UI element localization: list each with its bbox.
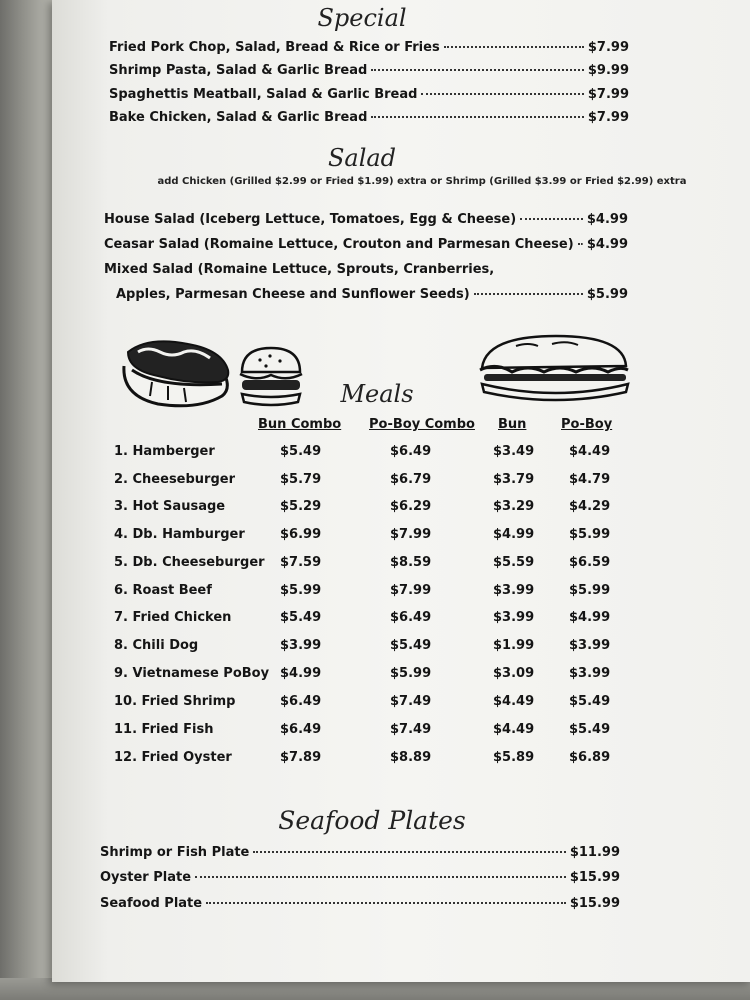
- dot-leader: [578, 243, 583, 245]
- meal-row: [52, 722, 750, 746]
- item-price: $7.99: [587, 40, 629, 55]
- dot-leader: [253, 851, 565, 853]
- meal-name: 10. Fried Shrimp: [114, 694, 236, 709]
- meal-row: [52, 499, 750, 523]
- hamburger-icon: [236, 342, 306, 408]
- special-item: [109, 110, 629, 125]
- price-poboy-combo: $6.29: [390, 499, 432, 514]
- item-price: $15.99: [569, 870, 620, 885]
- price-poboy: $5.99: [569, 583, 611, 598]
- item-name: Mixed Salad (Romaine Lettuce, Sprouts, Cranberries,: [104, 262, 495, 277]
- item-name: Shrimp Pasta, Salad & Garlic Bread: [109, 63, 368, 78]
- price-poboy: $4.99: [569, 610, 611, 625]
- item-price: $11.99: [569, 845, 620, 860]
- seafood-item: [100, 870, 620, 885]
- price-bun-combo: $7.59: [280, 555, 322, 570]
- dot-leader: [371, 69, 584, 71]
- price-poboy: $3.99: [569, 666, 611, 681]
- price-bun-combo: $5.99: [280, 583, 322, 598]
- item-price: $7.99: [587, 87, 629, 102]
- meal-name: 2. Cheeseburger: [114, 472, 235, 487]
- price-bun-combo: $5.49: [280, 444, 322, 459]
- dot-leader: [474, 293, 583, 295]
- price-poboy-combo: $5.99: [390, 666, 432, 681]
- item-name: Spaghettis Meatball, Salad & Garlic Bread: [109, 87, 418, 102]
- menu-page: [52, 0, 750, 982]
- sub-sandwich-icon: [476, 330, 632, 404]
- meal-name: 6. Roast Beef: [114, 583, 212, 598]
- price-bun: $3.99: [493, 610, 535, 625]
- item-price: $15.99: [569, 896, 620, 911]
- price-poboy-combo: $6.79: [390, 472, 432, 487]
- price-poboy: $4.49: [569, 444, 611, 459]
- meal-name: 9. Vietnamese PoBoy: [114, 666, 270, 681]
- dot-leader: [520, 218, 583, 220]
- price-poboy: $6.89: [569, 750, 611, 765]
- price-bun: $4.99: [493, 527, 535, 542]
- special-item: [109, 87, 629, 102]
- salad-item: [104, 237, 628, 252]
- meal-row: [52, 472, 750, 496]
- header-poboy: Po-Boy: [561, 417, 613, 432]
- meal-name: 1. Hamberger: [114, 444, 215, 459]
- price-bun-combo: $6.99: [280, 527, 322, 542]
- item-price: $9.99: [587, 63, 629, 78]
- item-name: Oyster Plate: [100, 870, 192, 885]
- price-poboy-combo: $7.99: [390, 527, 432, 542]
- meal-name: 8. Chili Dog: [114, 638, 199, 653]
- price-bun: $3.79: [493, 472, 535, 487]
- seafood-item: [100, 896, 620, 911]
- item-name: House Salad (Iceberg Lettuce, Tomatoes, Egg & Cheese): [104, 212, 517, 227]
- price-poboy: $5.49: [569, 722, 611, 737]
- price-bun-combo: $5.49: [280, 610, 322, 625]
- dot-leader: [444, 46, 584, 48]
- price-bun-combo: $5.29: [280, 499, 322, 514]
- meal-row: [52, 610, 750, 634]
- special-title: Special: [317, 4, 407, 32]
- seafood-item: [100, 845, 620, 860]
- dot-leader: [195, 876, 566, 878]
- price-poboy-combo: $6.49: [390, 444, 432, 459]
- meal-row: [52, 750, 750, 774]
- item-price: $4.99: [586, 212, 628, 227]
- meal-row: [52, 694, 750, 718]
- price-bun: $5.89: [493, 750, 535, 765]
- price-poboy: $5.49: [569, 694, 611, 709]
- hot-dog-icon: [118, 326, 232, 410]
- price-bun: $1.99: [493, 638, 535, 653]
- price-bun-combo: $3.99: [280, 638, 322, 653]
- price-poboy: $6.59: [569, 555, 611, 570]
- item-price: $7.99: [587, 110, 629, 125]
- price-bun: $3.09: [493, 666, 535, 681]
- price-poboy: $4.29: [569, 499, 611, 514]
- meal-name: 3. Hot Sausage: [114, 499, 226, 514]
- special-item: [109, 40, 629, 55]
- price-bun-combo: $7.89: [280, 750, 322, 765]
- meal-row: [52, 555, 750, 579]
- price-bun: $5.59: [493, 555, 535, 570]
- price-poboy-combo: $8.89: [390, 750, 432, 765]
- salad-title: Salad: [327, 144, 397, 172]
- meal-name: 5. Db. Cheeseburger: [114, 555, 265, 570]
- meal-row: [52, 527, 750, 551]
- salad-addon-note: add Chicken (Grilled $2.99 or Fried $1.99) extra or Shrimp (Grilled $3.99 or Fried $2.99) extra: [157, 176, 687, 187]
- meal-name: 7. Fried Chicken: [114, 610, 232, 625]
- item-name: Ceasar Salad (Romaine Lettuce, Crouton and Parmesan Cheese): [104, 237, 574, 252]
- item-price: $4.99: [586, 237, 628, 252]
- salad-item: [104, 262, 628, 277]
- price-bun: $3.29: [493, 499, 535, 514]
- price-poboy-combo: $6.49: [390, 610, 432, 625]
- dot-leader: [421, 93, 583, 95]
- price-bun: $3.49: [493, 444, 535, 459]
- item-price: $5.99: [586, 287, 628, 302]
- price-bun: $3.99: [493, 583, 535, 598]
- price-poboy: $4.79: [569, 472, 611, 487]
- price-poboy-combo: $5.49: [390, 638, 432, 653]
- price-poboy-combo: $7.49: [390, 722, 432, 737]
- seafood-title: Seafood Plates: [278, 806, 466, 835]
- dot-leader: [371, 116, 583, 118]
- price-poboy: $3.99: [569, 638, 611, 653]
- special-item: [109, 63, 629, 78]
- item-name: Shrimp or Fish Plate: [100, 845, 250, 860]
- meal-row: [52, 444, 750, 468]
- meal-row: [52, 583, 750, 607]
- meal-name: 11. Fried Fish: [114, 722, 214, 737]
- price-bun: $4.49: [493, 722, 535, 737]
- price-bun-combo: $6.49: [280, 722, 322, 737]
- item-name: Fried Pork Chop, Salad, Bread & Rice or Fries: [109, 40, 440, 55]
- salad-item: [104, 212, 628, 227]
- header-bun-combo: Bun Combo: [258, 417, 342, 432]
- item-name: Apples, Parmesan Cheese and Sunflower Seeds): [116, 287, 470, 302]
- price-poboy: $5.99: [569, 527, 611, 542]
- meal-row: [52, 666, 750, 690]
- item-name: Seafood Plate: [100, 896, 203, 911]
- price-poboy-combo: $8.59: [390, 555, 432, 570]
- price-bun-combo: $6.49: [280, 694, 322, 709]
- price-bun: $4.49: [493, 694, 535, 709]
- dot-leader: [206, 902, 566, 904]
- price-bun-combo: $4.99: [280, 666, 322, 681]
- meal-name: 4. Db. Hamburger: [114, 527, 245, 542]
- meal-row: [52, 638, 750, 662]
- header-bun: Bun: [498, 417, 527, 432]
- meals-title: Meals: [340, 380, 414, 408]
- meal-name: 12. Fried Oyster: [114, 750, 232, 765]
- header-poboy-combo: Po-Boy Combo: [369, 417, 475, 432]
- item-name: Bake Chicken, Salad & Garlic Bread: [109, 110, 368, 125]
- salad-item: [116, 287, 628, 302]
- price-bun-combo: $5.79: [280, 472, 322, 487]
- price-poboy-combo: $7.99: [390, 583, 432, 598]
- price-poboy-combo: $7.49: [390, 694, 432, 709]
